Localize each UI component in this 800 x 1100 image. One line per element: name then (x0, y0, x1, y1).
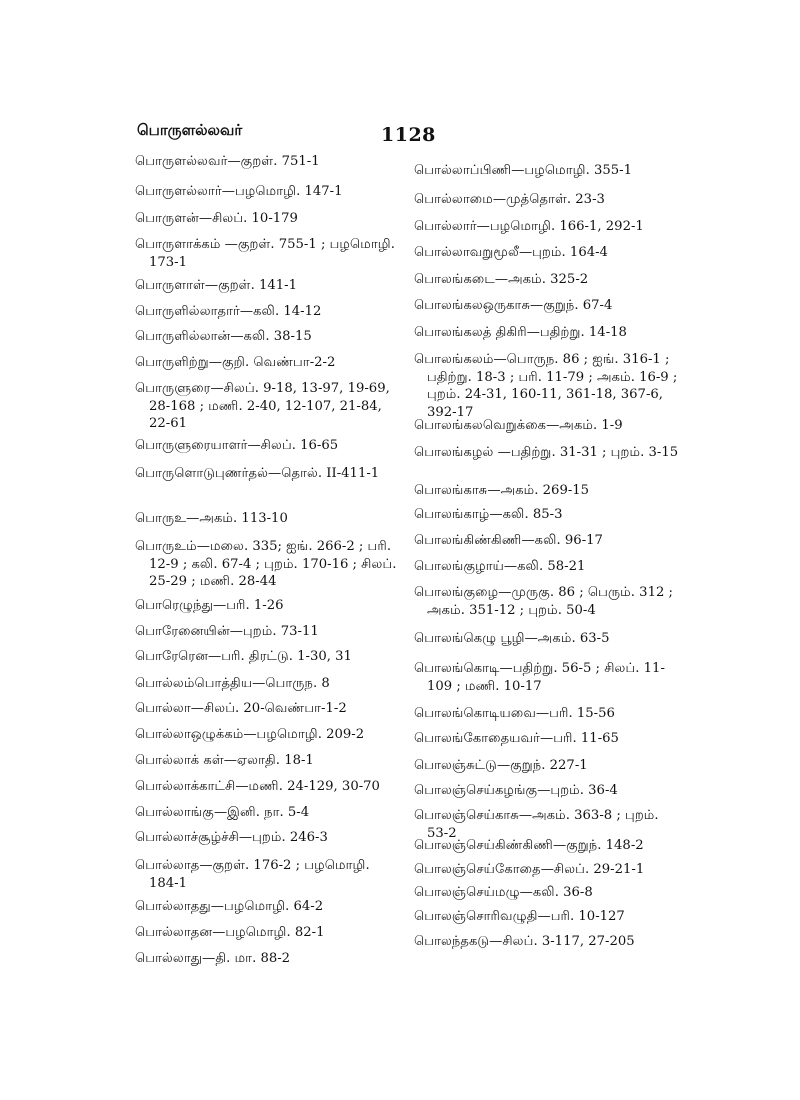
index-entry: பொல்லாஒழுக்கம்—பழமொழி. 209-2 (135, 727, 365, 742)
index-entry: பொலஞ்சொரிவழுதி—பரி. 10-127 (414, 909, 625, 924)
index-entry: பொலஞ்செய்மழு—கலி. 36-8 (414, 885, 593, 900)
index-entry: பொல்லா—சிலப். 20-வெண்பா-1-2 (135, 701, 347, 716)
index-entry: பொரேரென—பரி. திரட்டு. 1-30, 31 (135, 649, 352, 664)
index-entry: பொல்லாக் கள்—ஏலாதி. 18-1 (135, 753, 314, 768)
index-entry: பொலங்கலத் திகிரி—பதிற்று. 14-18 (414, 325, 627, 340)
index-entry: பொல்லாமை—முத்தொள். 23-3 (414, 192, 605, 207)
index-entry: பொருளுரையாளர்—சிலப். 16-65 (135, 438, 339, 453)
index-entry: பொருஉ—அகம். 113-10 (135, 511, 288, 526)
index-entry: பொலங்காழ்—கலி. 85-3 (414, 507, 563, 522)
index-entry: பொலஞ்செய்கோதை—சிலப். 29-21-1 (414, 862, 645, 877)
index-entry: பொலங்குழாய்—கலி. 58-21 (414, 559, 586, 574)
index-entry: பொரெழுந்து—பரி. 1-26 (135, 598, 284, 613)
index-entry: பொருளாக்கம் —குறள். 755-1 ; பழமொழி. 173-1 (135, 237, 395, 270)
index-entry: பொல்லார்—பழமொழி. 166-1, 292-1 (414, 219, 644, 234)
index-entry: பொருஉம்—மலை. 335; ஐங். 266-2 ; பரி. 12-9 ; கலி. 67-4 ; புறம். 170-16 ; சிலப். 25-29 ; மணி. 28-44 (135, 539, 397, 589)
index-entry: பொல்லாப்பிணி—பழமொழி. 355-1 (414, 163, 632, 178)
index-entry: பொலங்கொடி—பதிற்று. 56-5 ; சிலப். 11-109 ; மணி. 10-17 (414, 661, 665, 694)
index-entry: பொல்லாதது—பழமொழி. 64-2 (135, 899, 324, 914)
index-entry: பொலங்காசு—அகம். 269-15 (414, 483, 590, 498)
index-entry: பொலஞ்செய்கழங்கு—புறம். 36-4 (414, 783, 618, 798)
index-entry: பொல்லாத—குறள். 176-2 ; பழமொழி. 184-1 (135, 858, 370, 891)
index-entry: பொலஞ்சுட்டு—குறுந். 227-1 (414, 758, 588, 773)
index-entry: பொல்லாங்கு—இனி. நா. 5-4 (135, 805, 310, 820)
index-entry: பொலந்தகடு—சிலப். 3-117, 27-205 (414, 934, 635, 949)
index-entry: பொல்லம்பொத்திய—பொருந. 8 (135, 676, 330, 691)
index-entry: பொல்லாது—தி. மா. 88-2 (135, 951, 291, 966)
index-entry: பொருளில்லாதார்—கலி. 14-12 (135, 304, 322, 319)
index-entry: பொருளாள்—குறள். 141-1 (135, 278, 297, 293)
index-entry: பொலஞ்செய்கிண்கிணி—குறுந். 148-2 (414, 838, 644, 853)
index-entry: பொலங்கலஒருகாசு—குறுந். 67-4 (414, 298, 613, 313)
page-number: 1128 (381, 124, 436, 146)
index-entry: பொருளன்—சிலப். 10-179 (135, 211, 298, 226)
index-entry: பொருளல்லார்—பழமொழி. 147-1 (135, 184, 343, 199)
running-head: பொருளல்லவர் (137, 121, 243, 139)
index-entry: பொலங்கெழு பூழி—அகம். 63-5 (414, 631, 610, 646)
index-entry: பொருளுரை—சிலப். 9-18, 13-97, 19-69, 28-168 ; மணி. 2-40, 12-107, 21-84, 22-61 (135, 381, 390, 431)
index-entry: பொலங்கலவெறுக்கை—அகம். 1-9 (414, 418, 623, 433)
index-entry: பொலஞ்செய்காசு—அகம். 363-8 ; புறம். 53-2 (414, 808, 659, 841)
index-entry: பொலங்கிண்கிணி—கலி. 96-17 (414, 533, 603, 548)
index-entry: பொலங்கடை—அகம். 325-2 (414, 272, 589, 287)
index-entry: பொருளிற்று—குறி. வெண்பா-2-2 (135, 355, 336, 370)
index-entry: பொல்லாச்சூழ்ச்சி—புறம். 246-3 (135, 830, 328, 845)
index-entry: பொலங்கொடியவை—பரி. 15-56 (414, 706, 615, 721)
index-entry: பொலங்கலம்—பொருந. 86 ; ஐங். 316-1 ; பதிற்று. 18-3 ; பரி. 11-79 ; அகம். 16-9 ; புறம். 24-31, 160-11, 361-18, 367-6, 392-17 (414, 352, 678, 420)
index-entry: பொலங்கோதையவர்—பரி. 11-65 (414, 731, 619, 746)
index-entry: பொலங்கழல் —பதிற்று. 31-31 ; புறம். 3-15 (414, 445, 679, 460)
index-entry: பொருளில்லான்—கலி. 38-15 (135, 329, 312, 344)
index-entry: பொலங்குழை—முருகு. 86 ; பெரும். 312 ; அகம். 351-12 ; புறம். 50-4 (414, 585, 673, 618)
index-entry: பொல்லாவறுமூலீ—புறம். 164-4 (414, 245, 608, 260)
index-entry: பொல்லாக்காட்சி—மணி. 24-129, 30-70 (135, 779, 380, 794)
index-entry: பொருளொடுபுணர்தல்—தொல். II-411-1 (135, 466, 380, 481)
index-entry: பொரேனையின்—புறம். 73-11 (135, 624, 319, 639)
index-entry: பொல்லாதன—பழமொழி. 82-1 (135, 925, 325, 940)
index-entry: பொருளல்லவர்—குறள். 751-1 (135, 154, 320, 169)
